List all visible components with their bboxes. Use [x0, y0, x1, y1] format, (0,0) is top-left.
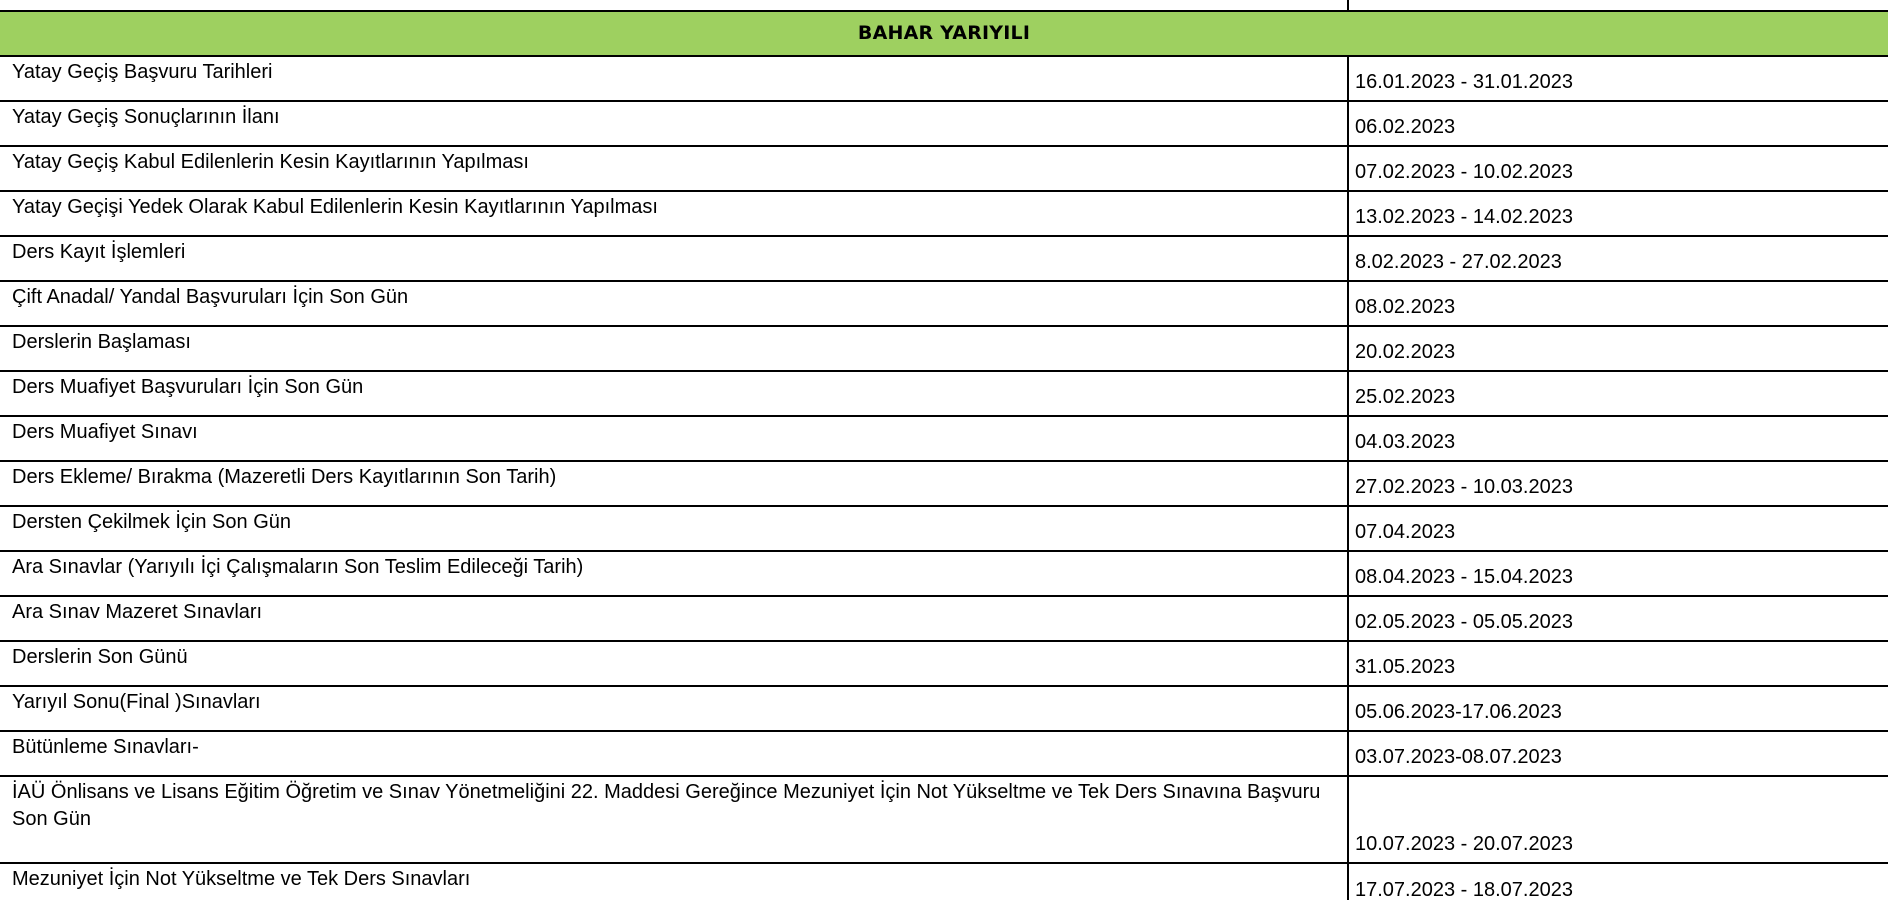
section-header-row — [0, 11, 1888, 56]
event-date-cell[interactable]: 08.02.2023 — [1348, 281, 1888, 326]
event-label-cell[interactable]: Yatay Geçiş Sonuçlarının İlanı — [0, 101, 1348, 146]
event-label-cell[interactable]: Ders Muafiyet Sınavı — [0, 416, 1348, 461]
table-row — [0, 461, 1888, 506]
event-date-cell[interactable]: 20.02.2023 — [1348, 326, 1888, 371]
event-date-cell[interactable]: 08.04.2023 - 15.04.2023 — [1348, 551, 1888, 596]
event-label-cell[interactable]: Dersten Çekilmek İçin Son Gün — [0, 506, 1348, 551]
event-label-cell[interactable]: Ara Sınavlar (Yarıyılı İçi Çalışmaların Son Teslim Edileceği Tarih) — [0, 551, 1348, 596]
table-row — [0, 236, 1888, 281]
table-row — [0, 56, 1888, 101]
table-row — [0, 776, 1888, 863]
table-row — [0, 371, 1888, 416]
event-label-cell[interactable]: Bütünleme Sınavları- — [0, 731, 1348, 776]
event-date-cell[interactable]: 17.07.2023 - 18.07.2023 — [1348, 863, 1888, 900]
event-date-cell[interactable]: 10.07.2023 - 20.07.2023 — [1348, 776, 1888, 863]
table-row — [0, 551, 1888, 596]
table-row — [0, 731, 1888, 776]
event-label-cell[interactable]: Yatay Geçişi Yedek Olarak Kabul Edilenlerin Kesin Kayıtlarının Yapılması — [0, 191, 1348, 236]
event-date-cell[interactable]: 07.02.2023 - 10.02.2023 — [1348, 146, 1888, 191]
table-row — [0, 506, 1888, 551]
previous-row-fragment — [0, 0, 1888, 11]
cell-date-previous[interactable] — [1348, 0, 1888, 11]
event-date-cell[interactable]: 02.05.2023 - 05.05.2023 — [1348, 596, 1888, 641]
event-date-cell[interactable]: 13.02.2023 - 14.02.2023 — [1348, 191, 1888, 236]
event-label-cell[interactable]: Derslerin Başlaması — [0, 326, 1348, 371]
table-row — [0, 686, 1888, 731]
event-date-cell[interactable]: 07.04.2023 — [1348, 506, 1888, 551]
event-date-cell[interactable]: 8.02.2023 - 27.02.2023 — [1348, 236, 1888, 281]
event-label-cell[interactable]: Ara Sınav Mazeret Sınavları — [0, 596, 1348, 641]
section-header-cell[interactable]: BAHAR YARIYILI — [0, 11, 1888, 56]
table-row — [0, 863, 1888, 900]
event-date-cell[interactable]: 27.02.2023 - 10.03.2023 — [1348, 461, 1888, 506]
event-label-cell[interactable]: Yarıyıl Sonu(Final )Sınavları — [0, 686, 1348, 731]
event-label-cell[interactable]: Ders Kayıt İşlemleri — [0, 236, 1348, 281]
table-row — [0, 281, 1888, 326]
event-label-cell[interactable]: Ders Ekleme/ Bırakma (Mazeretli Ders Kayıtlarının Son Tarih) — [0, 461, 1348, 506]
cell-label-previous[interactable] — [0, 0, 1348, 11]
event-label-cell[interactable]: Derslerin Son Günü — [0, 641, 1348, 686]
table-row — [0, 101, 1888, 146]
table-row — [0, 416, 1888, 461]
event-date-cell[interactable]: 03.07.2023-08.07.2023 — [1348, 731, 1888, 776]
event-date-cell[interactable]: 31.05.2023 — [1348, 641, 1888, 686]
event-label-cell[interactable]: Yatay Geçiş Başvuru Tarihleri — [0, 56, 1348, 101]
table-row — [0, 191, 1888, 236]
event-label-cell[interactable]: İAÜ Önlisans ve Lisans Eğitim Öğretim ve Sınav Yönetmeliğini 22. Maddesi Gereğince Mezuniyet İçin Not Yükseltme ve Tek Ders Sınavına Başvuru Son Gün — [0, 776, 1348, 863]
table-row — [0, 326, 1888, 371]
event-date-cell[interactable]: 16.01.2023 - 31.01.2023 — [1348, 56, 1888, 101]
event-label-cell[interactable]: Çift Anadal/ Yandal Başvuruları İçin Son Gün — [0, 281, 1348, 326]
event-label-cell[interactable]: Mezuniyet İçin Not Yükseltme ve Tek Ders Sınavları — [0, 863, 1348, 900]
event-date-cell[interactable]: 06.02.2023 — [1348, 101, 1888, 146]
event-date-cell[interactable]: 04.03.2023 — [1348, 416, 1888, 461]
event-label-cell[interactable]: Ders Muafiyet Başvuruları İçin Son Gün — [0, 371, 1348, 416]
event-label-cell[interactable]: Yatay Geçiş Kabul Edilenlerin Kesin Kayıtlarının Yapılması — [0, 146, 1348, 191]
table-row — [0, 596, 1888, 641]
event-date-cell[interactable]: 25.02.2023 — [1348, 371, 1888, 416]
event-date-cell[interactable]: 05.06.2023-17.06.2023 — [1348, 686, 1888, 731]
table-row — [0, 641, 1888, 686]
table-row — [0, 146, 1888, 191]
